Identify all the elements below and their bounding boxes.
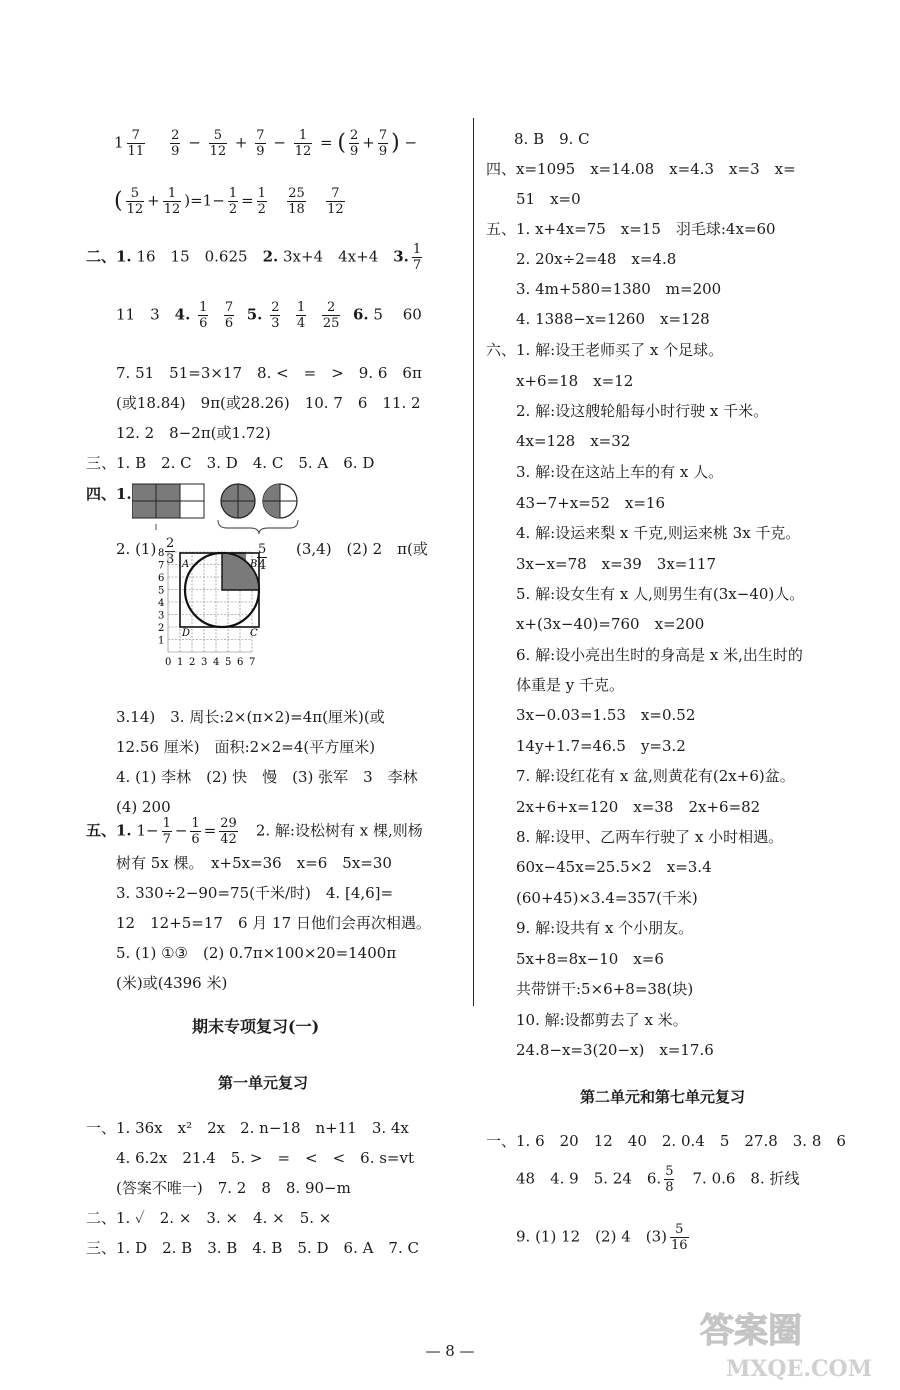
answer-line: 2. 解:设这艘轮船每小时行驶 x 千米。	[516, 402, 769, 420]
answer-fraction: $\frac{5}{4}$	[258, 542, 267, 573]
x-tick-label: 2	[189, 657, 196, 668]
answer-line: 3. 330÷2−90=75(千米/时) 4. [4,6]=	[116, 884, 394, 902]
y-tick-label: 6	[158, 573, 165, 584]
answer-line: 43−7+x=52 x=16	[516, 494, 665, 512]
answer-line: 五、1. x+4x=75 x=15 羽毛球:4x=60	[486, 220, 776, 238]
page-number: — 8 —	[425, 1342, 475, 1360]
answer-line: 11 3 4. $\frac{1}{6}$ $\frac{7}{6}$ 5. $\frac{2}{3}$ $\frac{1}{4}$ $\frac{2}{25}$ 6. 5 60	[116, 300, 422, 331]
answer-line: 4. (1) 李林 (2) 快 慢 (3) 张军 3 李林	[116, 768, 418, 786]
answer-line: 51 x=0	[516, 190, 581, 208]
answer-line: 7. 51 51=3×17 8. < = > 9. 6 6π	[116, 364, 422, 382]
answer-line: 三、1. D 2. B 3. B 4. B 5. D 6. A 7. C	[86, 1239, 419, 1257]
point-d-label: D	[182, 628, 191, 639]
circle-fraction-figure-2	[263, 484, 297, 518]
answer-line: 9. (1) 12 (2) 4 (3) $\frac{5}{16}$	[516, 1222, 688, 1253]
answer-line: 12. 2 8−2π(或1.72)	[116, 424, 271, 442]
answer-line: (或18.84) 9π(或28.26) 10. 7 6 11. 2	[116, 394, 421, 412]
answer-line: 三、1. B 2. C 3. D 4. C 5. A 6. D	[86, 454, 375, 472]
section-label: 四、1.	[86, 485, 132, 503]
answer-fraction: $\frac{2}{3}$	[166, 536, 175, 567]
y-tick-label: 5	[158, 585, 165, 597]
answer-line: (答案不唯一) 7. 2 8 8. 90−m	[116, 1179, 351, 1197]
point-a-label: A	[182, 559, 190, 570]
answer-line: ( $\frac{5}{12}$ + $\frac{1}{12}$ )=1− $\frac{1}{2}$ = $\frac{1}{2}$ $\frac{25}{18}$ $\frac{7}{12}$	[114, 186, 344, 217]
answer-line: 8. 解:设甲、乙两车行驶了 x 小时相遇。	[516, 828, 784, 846]
x-tick-label: 4	[213, 657, 220, 668]
answer-line: (60+45)×3.4=357(千米)	[516, 889, 698, 907]
answer-line: 5. 解:设女生有 x 人,则男生有(3x−40)人。	[516, 585, 805, 603]
rectangle-fraction-figure	[132, 484, 204, 518]
answer-line: 六、1. 解:设王老师买了 x 个足球。	[486, 341, 724, 359]
answer-line: 3x−0.03=1.53 x=0.52	[516, 706, 696, 724]
answer-line: 14y+1.7=46.5 y=3.2	[516, 737, 686, 755]
answer-line: x+(3x−40)=760 x=200	[516, 615, 705, 633]
watermark-logo	[696, 1302, 886, 1382]
column-divider	[473, 118, 474, 1006]
answer-line: 2. (1)	[116, 540, 157, 558]
y-tick-label: 3	[158, 610, 165, 622]
svg-text:答案圈: 答案圈	[700, 1311, 802, 1351]
answer-line: 3. 4m+580=1380 m=200	[516, 280, 722, 298]
answer-line: 体重是 y 千克。	[516, 676, 625, 694]
answer-line: 共带饼干:5×6+8=38(块)	[516, 980, 694, 998]
answer-line: 四、x=1095 x=14.08 x=4.3 x=3 x=	[486, 160, 796, 178]
answer-line: 3x−x=78 x=39 3x=117	[516, 555, 717, 573]
answer-line: (米)或(4396 米)	[116, 974, 228, 992]
answer-line: (4) 200	[116, 798, 171, 816]
answer-line: 4. 1388−x=1260 x=128	[516, 310, 710, 328]
y-tick-label: 4	[158, 598, 165, 609]
answer-line: 3.14) 3. 周长:2×(π×2)=4π(厘米)(或	[116, 708, 385, 726]
answer-line: 12.56 厘米) 面积:2×2=4(平方厘米)	[116, 738, 376, 756]
answer-line: 4. 6.2x 21.4 5. > = < < 6. s=vt	[116, 1149, 414, 1167]
answer-line: 4. 解:设运来梨 x 千克,则运来桃 3x 千克。	[516, 524, 801, 542]
x-tick-label: 7	[249, 657, 256, 668]
y-tick-label: 7	[158, 560, 165, 572]
answer-line: 3. 解:设在这站上车的有 x 人。	[516, 463, 724, 481]
point-c-label: C	[250, 628, 258, 639]
answer-line: 五、1. 1− $\frac{1}{7}$ − $\frac{1}{6}$ = $\frac{29}{42}$ 2. 解:设松树有 x 棵,则杨	[86, 816, 423, 847]
x-tick-label: 1	[177, 657, 184, 668]
x-tick-label: 0	[165, 657, 172, 668]
y-tick-label: 1	[158, 635, 165, 647]
answer-line: 2x+6+x=120 x=38 2x+6=82	[516, 798, 761, 816]
section-title: 期末专项复习(一)	[192, 1017, 320, 1036]
answer-line: 一、1. 36x x² 2x 2. n−18 n+11 3. 4x	[86, 1119, 409, 1137]
x-tick-label: 3	[201, 657, 208, 668]
answer-line: x+6=18 x=12	[516, 372, 634, 390]
answer-line: 12 12+5=17 6 月 17 日他们会再次相遇。	[116, 914, 431, 932]
coordinate-grid	[158, 532, 288, 672]
answer-line: 48 4. 9 5. 24 6. $\frac{5}{8}$ 7. 0.6 8. 折线	[516, 1164, 800, 1195]
y-tick-label: 2	[158, 623, 165, 634]
svg-text:MXQE.COM: MXQE.COM	[726, 1356, 873, 1382]
subsection-title: 第一单元复习	[218, 1074, 309, 1092]
answer-line: 4x=128 x=32	[516, 432, 631, 450]
answer-line: 10. 解:设都剪去了 x 米。	[516, 1011, 688, 1029]
answer-line: (3,4) (2) 2 π(或	[296, 540, 428, 558]
answer-line: 5x+8=8x−10 x=6	[516, 950, 664, 968]
answer-line: 7. 解:设红花有 x 盆,则黄花有(2x+6)盆。	[516, 767, 795, 785]
answer-line: 60x−45x=25.5×2 x=3.4	[516, 858, 712, 876]
x-tick-label: 5	[225, 657, 232, 668]
y-tick-label: 8	[158, 548, 165, 559]
answer-line: 24.8−x=3(20−x) x=17.6	[516, 1041, 714, 1059]
answer-line: 9. 解:设共有 x 个小朋友。	[516, 919, 694, 937]
answer-line: 1 $\frac{7}{11}$ $\frac{2}{9}$ − $\frac{5}{12}$ + $\frac{7}{9}$ − $\frac{1}{12}$ = ( $\frac{2}{9}$ + $\frac{7}{9}$ ) −	[114, 128, 418, 159]
answer-line: 二、1. ✓ 2. × 3. × 4. × 5. ×	[86, 1209, 332, 1227]
answer-line: 8. B 9. C	[514, 130, 590, 148]
subsection-title: 第二单元和第七单元复习	[580, 1088, 746, 1106]
answer-line: 5. (1) ①③ (2) 0.7π×100×20=1400π	[116, 944, 397, 962]
point-b-label: B	[250, 559, 258, 570]
answer-line: 一、1. 6 20 12 40 2. 0.4 5 27.8 3. 8 6	[486, 1132, 846, 1150]
answer-line: 6. 解:设小亮出生时的身高是 x 米,出生时的	[516, 646, 803, 664]
circle-fraction-figure-1	[221, 484, 255, 518]
x-tick-label: 6	[237, 657, 244, 668]
answer-line: 2. 20x÷2=48 x=4.8	[516, 250, 677, 268]
answer-line: 二、1. 16 15 0.625 2. 3x+4 4x+4 3. $\frac{1}{7}$	[86, 242, 422, 273]
answer-line: 树有 5x 棵。 x+5x=36 x=6 5x=30	[116, 854, 392, 872]
